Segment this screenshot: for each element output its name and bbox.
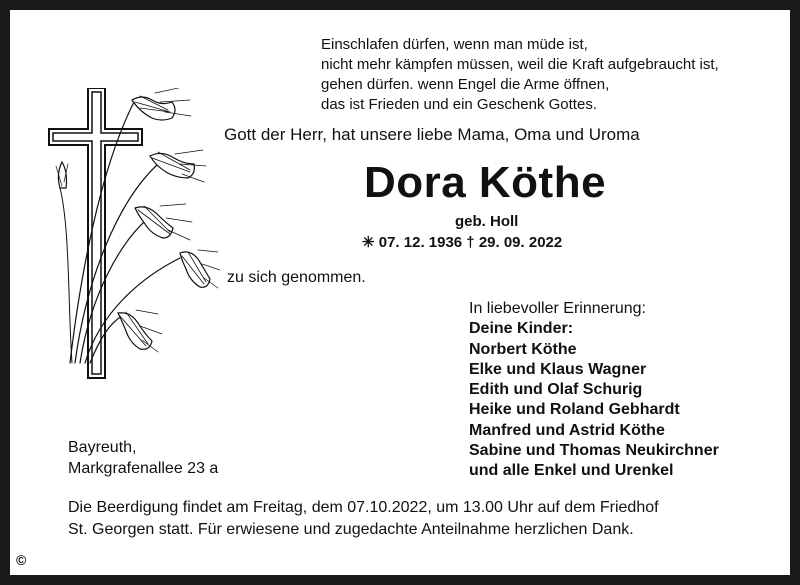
family-list bbox=[469, 299, 719, 482]
funeral-notice bbox=[68, 497, 659, 541]
obituary-card bbox=[10, 10, 790, 575]
poem-line: das ist Frieden und ein Geschenk Gottes. bbox=[321, 96, 597, 113]
address-street: Markgrafenallee 23 a bbox=[68, 459, 219, 477]
deceased-name bbox=[10, 158, 790, 208]
family-heading: In liebevoller Erinnerung: bbox=[469, 300, 646, 317]
family-member: Edith und Olaf Schurig bbox=[469, 381, 643, 399]
family-member: Manfred und Astrid Köthe bbox=[469, 421, 665, 439]
address-city: Bayreuth, bbox=[68, 439, 137, 456]
intro-text: Gott der Herr, hat unsere liebe Mama, Oma und Uroma bbox=[224, 125, 640, 144]
family-member: Deine Kinder: bbox=[469, 320, 574, 338]
poem-line: Einschlafen dürfen, wenn man müde ist, bbox=[321, 36, 588, 53]
address bbox=[68, 438, 218, 479]
taken-text: zu sich genommen. bbox=[227, 269, 366, 286]
deceased-name-text: Dora Köthe bbox=[363, 158, 607, 207]
maiden-name: geb. Holl bbox=[455, 213, 519, 230]
poem-line: nicht mehr kämpfen müssen, weil die Kraft aufgebraucht ist, bbox=[321, 56, 719, 73]
funeral-line: Die Beerdigung findet am Freitag, dem 07.10.2022, um 13.00 Uhr auf dem Friedhof bbox=[68, 499, 659, 516]
family-member: Heike und Roland Gebhardt bbox=[469, 401, 680, 419]
life-dates: ✳ 07. 12. 1936 † 29. 09. 2022 bbox=[362, 234, 563, 251]
poem-line: gehen dürfen. wenn Engel die Arme öffnen, bbox=[321, 76, 610, 93]
family-member: Sabine und Thomas Neukirchner bbox=[469, 442, 719, 460]
family-member: Elke und Klaus Wagner bbox=[469, 360, 647, 378]
funeral-line: St. Georgen statt. Für erwiesene und zugedachte Anteilnahme herzlichen Dank. bbox=[68, 521, 634, 538]
copyright-mark: © bbox=[16, 552, 27, 568]
family-member: und alle Enkel und Urenkel bbox=[469, 462, 674, 480]
family-member: Norbert Köthe bbox=[469, 340, 577, 358]
cross-wheat-illustration bbox=[40, 88, 220, 388]
poem bbox=[321, 35, 719, 115]
